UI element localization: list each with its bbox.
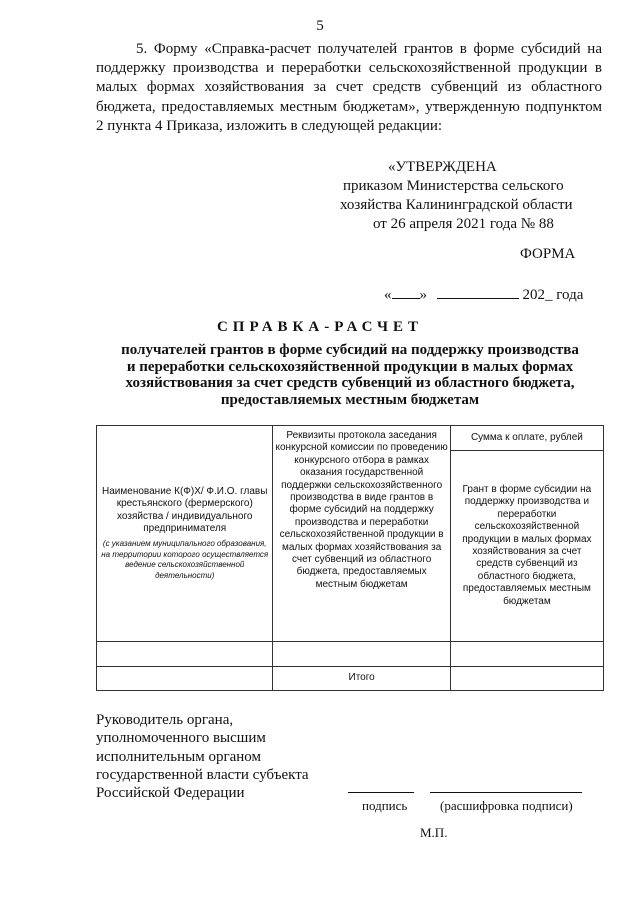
approval-block: [340, 158, 610, 234]
date-line: [384, 286, 583, 304]
approval-line-2: приказом Министерства сельского: [343, 178, 564, 194]
document-subtitle: [110, 342, 590, 408]
page-number: 5: [316, 18, 324, 34]
date-open-quote: «: [384, 287, 392, 303]
col1-header: Наименование К(Ф)Х/ Ф.И.О. главы крестьянского (фермерского) хозяйства / индивидуального предпринимателя: [102, 485, 268, 534]
total-value-cell: [450, 667, 603, 691]
signatory-line-1: Руководитель органа,: [96, 712, 234, 728]
total-row: [97, 667, 604, 691]
subtitle-line-3: хозяйствования за счет средств субвенций из областного бюджета,: [125, 375, 575, 392]
signature-line: [348, 792, 414, 793]
table-cell: [97, 667, 273, 691]
signatory-block: [96, 711, 336, 802]
subtitle-line-4: предоставляемых местным бюджетам: [220, 391, 480, 408]
year-text: 202_ года: [522, 287, 584, 303]
subtitle-line-2: и переработки сельскохозяйственной продукции в малых формах: [126, 358, 574, 375]
table-cell: [450, 642, 603, 667]
amendment-paragraph: 5. Форму «Справка-расчет получателей грантов в форме субсидий на поддержку производства и переработки сельскохозяйственной продукции в малых формах хозяйствования за счет средств субвенций из областного бюджета, предоставляемых местным бюджетам», утвержденную подпунктом 2 пункта 4 Приказа, изложить в следующей редакции:: [96, 41, 602, 134]
day-blank: [392, 286, 420, 299]
signature-caption: подпись: [362, 798, 408, 813]
signatory-line-4: государственной власти субъекта: [96, 766, 309, 783]
col3-header: Сумма к оплате, рублей: [450, 426, 603, 451]
col1-header-cell: [97, 426, 273, 642]
approval-line-4: от 26 апреля 2021 года № 88: [373, 216, 554, 232]
signature-decode-line: [430, 792, 582, 793]
col3-subheader: Грант в форме субсидии на поддержку производства и переработки сельскохозяйственной продукции в малых формах хозяйствования за счет средств субвенций из областного бюджета, предоставляемых местным бюджетам: [450, 451, 603, 642]
form-table: [96, 425, 604, 691]
subtitle-line-1: получателей грантов в форме субсидий на поддержку производства: [121, 342, 579, 358]
date-close-quote: »: [419, 287, 427, 303]
stamp-place: М.П.: [420, 825, 448, 840]
col1-note: (с указанием муниципального образования, на территории которого осуществляется ведение сельскохозяйственной деятельности): [101, 539, 269, 580]
month-blank: [437, 286, 519, 299]
document-title: СПРАВКА-РАСЧЕТ: [216, 319, 424, 335]
table-cell: [273, 642, 450, 667]
total-label: Итого: [273, 667, 450, 691]
approval-line-1: «УТВЕРЖДЕНА: [388, 159, 497, 175]
signatory-line-2: уполномоченного высшим: [96, 730, 266, 747]
table-row: [97, 642, 604, 667]
col2-header: Реквизиты протокола заседания конкурсной комиссии по проведению конкурсного отбора в рамках оказания государственной поддержки сельскохозяйственного производства в виде грантов в форме субсидий на поддержку производства и переработки сельскохозяйственной продукции в малых формах хозяйствования за счет субвенций из областного бюджета, предоставляемых местным бюджетам: [273, 426, 450, 642]
form-label: ФОРМА: [520, 246, 576, 262]
table-cell: [97, 642, 273, 667]
signatory-line-3: исполнительным органом: [96, 748, 261, 765]
signature-decode-caption: (расшифровка подписи): [440, 798, 573, 813]
signatory-line-5: Российской Федерации: [96, 785, 245, 802]
approval-line-3: хозяйства Калининградской области: [340, 197, 573, 213]
